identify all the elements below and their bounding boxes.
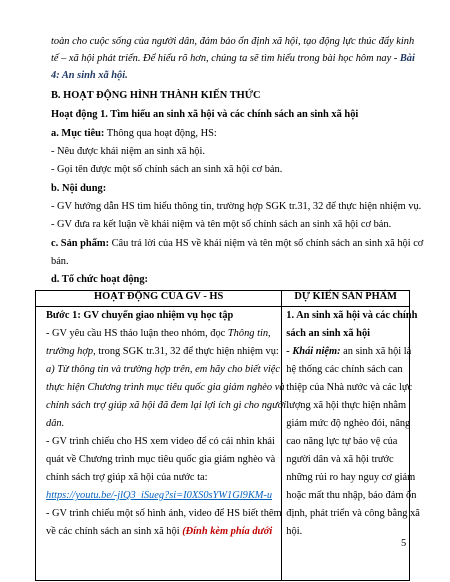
question-line-2: thực hiện Chương trình mục tiêu quốc gia giảm nghèo và: [46, 382, 285, 393]
video-line-3: chính sách trợ giúp xã hội của nước ta:: [46, 472, 208, 483]
product-label: c. Sản phẩm:: [51, 238, 110, 249]
section-heading-b: B. HOẠT ĐỘNG HÌNH THÀNH KIẾN THỨC: [51, 90, 261, 101]
step-1-heading: Bước 1: GV chuyển giao nhiệm vụ học tập: [46, 310, 234, 321]
activity-1-heading: Hoạt động 1. Tìm hiểu an sinh xã hội và các chính sách an sinh xã hội: [51, 109, 359, 120]
goal-item-1: - Nêu được khái niệm an sinh xã hội.: [51, 146, 205, 157]
expected-product-cell: [282, 307, 420, 581]
task-text-2-italic: trường hợp: [46, 346, 94, 357]
table-header-right: DỰ KIẾN SẢN PHẨM: [282, 291, 410, 307]
concept-line-8: những rủi ro hay nguy cơ giảm: [286, 472, 416, 483]
video-link[interactable]: https://youtu.be/-jlQ3_iSueg?si=I0XS0sYW1Gl9KM-u: [46, 490, 273, 501]
concept-label: - Khái niệm:: [286, 346, 341, 357]
intro-text-2: tế – xã hội phát triển. Để hiểu rõ hơn, chúng ta sẽ tìm hiểu trong bài học hôm nay -: [51, 53, 400, 64]
product-text: Câu trả lời của HS về khái niệm và tên một số chính sách an sinh xã hội cơ: [109, 238, 424, 249]
images-line-1: - GV trình chiếu một số hình ảnh, video để HS biết thêm: [46, 508, 282, 519]
attachment-note: (Đính kèm phía dưới: [182, 526, 273, 537]
task-text-2: , trong SGK tr.31, 32 để thực hiện nhiệm vụ:: [93, 346, 279, 357]
concept-line-1: [286, 345, 412, 358]
concept-line-6: cao năng lực tự bảo vệ của: [286, 436, 398, 447]
concept-line-2: hệ thống các chính sách can: [286, 364, 403, 375]
concept-line-9: hoặc mất thu nhập, bảo đảm ổn: [286, 490, 417, 501]
goal-line: [51, 127, 406, 140]
lesson-title-part-1: Bài: [399, 53, 415, 64]
task-line-2: [46, 345, 279, 358]
table-header-left: HOẠT ĐỘNG CỦA GV - HS: [36, 291, 282, 307]
task-line-1: [46, 327, 274, 340]
goal-item-2: - Gọi tên được một số chính sách an sinh xã hội cơ bản.: [51, 164, 283, 175]
product-line: [51, 237, 424, 250]
goal-text: Thông qua hoạt động, HS:: [104, 128, 217, 139]
content-item-1: - GV hướng dẫn HS tìm hiểu thông tin, trường hợp SGK tr.31, 32 để thực hiện nhiệm vụ.: [51, 201, 422, 212]
lesson-title-part-2: 4: An sinh xã hội.: [51, 70, 128, 81]
concept-line-11: hội.: [286, 526, 303, 537]
task-text-1: - GV yêu cầu HS thảo luận theo nhóm, đọc: [46, 328, 228, 339]
question-line-3: chính sách trợ giúp xã hội đã đem lại lợi ích gì cho người: [46, 400, 287, 411]
product-heading-2: sách an sinh xã hội: [286, 328, 371, 339]
question-line-4: dân.: [46, 418, 65, 429]
activity-table: [35, 290, 420, 581]
concept-line-7: người dân và xã hội trước: [286, 454, 394, 465]
page-number: 5: [401, 538, 407, 549]
organize-label: d. Tổ chức hoạt động:: [51, 274, 148, 285]
intro-text-1: toàn cho cuộc sống của người dân, đảm bảo ổn định xã hội, tạo động lực thúc đẩy kinh: [51, 36, 415, 47]
intro-line-2: [51, 52, 415, 65]
concept-text-1: an sinh xã hội là: [340, 346, 412, 357]
video-line-2: quát về Chương trình mục tiêu quốc gia giảm nghèo và: [46, 454, 276, 465]
product-line-2: bản.: [51, 256, 69, 267]
question-line-1: a) Từ thông tin và trường hợp trên, em hãy cho biết việc: [46, 364, 280, 375]
images-text-2: về các chính sách an sinh xã hội: [46, 526, 183, 537]
concept-line-3: thiệp của Nhà nước và các lực: [286, 382, 413, 393]
teacher-activity-cell: [36, 307, 287, 581]
concept-line-4: lượng xã hội thực hiện nhằm: [286, 400, 407, 411]
product-heading-1: 1. An sinh xã hội và các chính: [286, 310, 418, 321]
goal-label: a. Mục tiêu:: [51, 128, 105, 139]
concept-line-5: giảm mức độ nghèo đói, nâng: [286, 418, 411, 429]
content-label: b. Nội dung:: [51, 183, 107, 194]
content-item-2: - GV đưa ra kết luận về khái niệm và tên một số chính sách an sinh xã hội cơ bản.: [51, 219, 392, 230]
intro-line-1: [51, 35, 415, 48]
task-text-1-italic: Thông tin,: [227, 328, 271, 339]
video-line-1: - GV trình chiếu cho HS xem video để có cái nhìn khái: [46, 436, 275, 447]
concept-line-10: định, phát triển và công bằng xã: [286, 508, 420, 519]
images-line-2: [46, 525, 274, 538]
